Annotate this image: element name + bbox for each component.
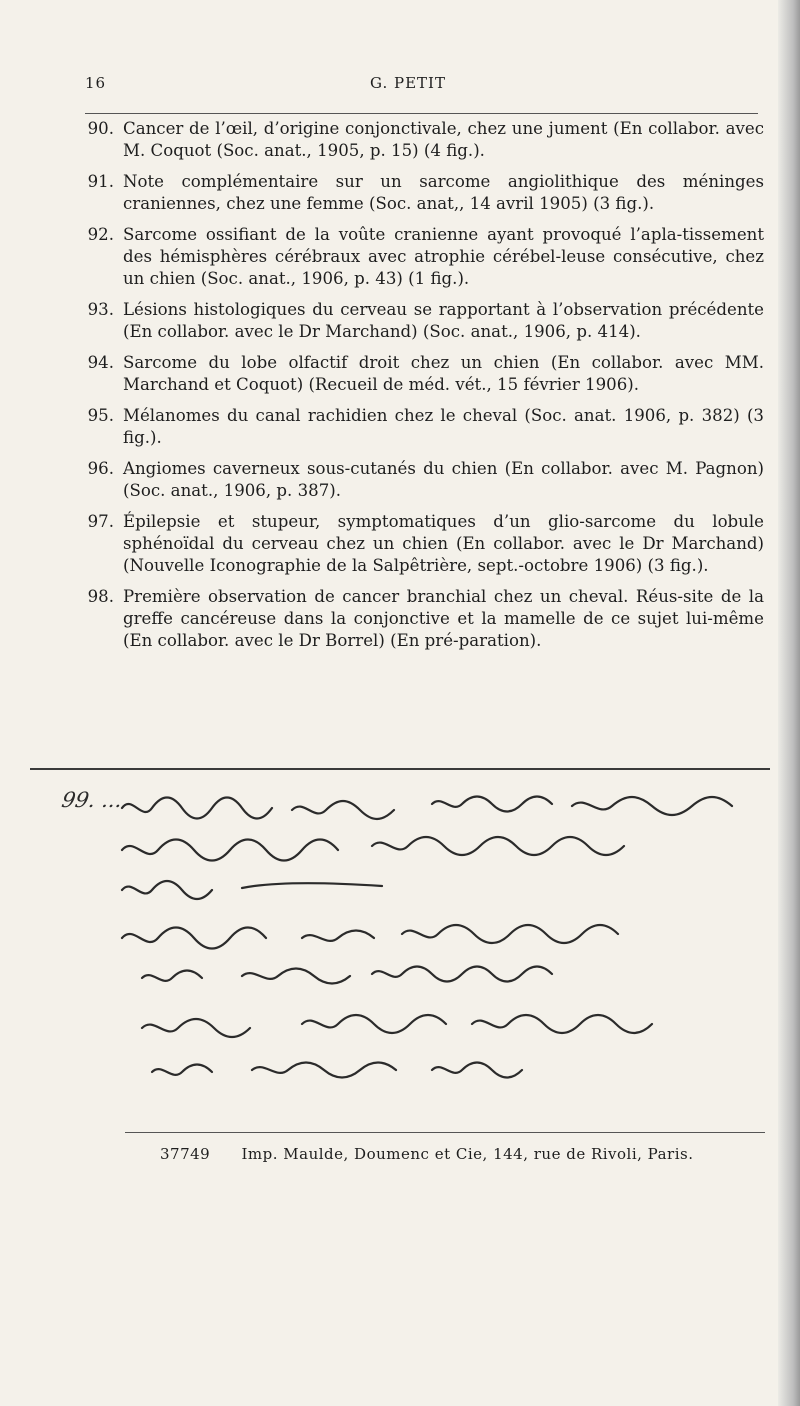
- print-job-code: 37749: [160, 1145, 211, 1163]
- entry-text: Lésions histologiques du cerveau se rapportant à l’observation précédente (En collabor. avec le Dr Marchand) (Soc. anat., 1906, p. 414).: [123, 300, 764, 341]
- publication-entry: [52, 352, 764, 396]
- entry-number: 93.: [87, 300, 114, 319]
- entry-text: Angiomes caverneux sous-cutanés du chien (En collabor. avec M. Pagnon) (Soc. anat., 1906, p. 387).: [123, 459, 764, 500]
- entry-number: 96.: [87, 459, 114, 478]
- header-rule: [85, 113, 758, 114]
- entry-text: Note complémentaire sur un sarcome angiolithique des méninges craniennes, chez une femme (Soc. anat,, 14 avril 1905) (3 fig.).: [123, 172, 764, 213]
- handwritten-entry-number: 99. ...: [59, 788, 125, 812]
- publication-entry: [52, 118, 764, 162]
- running-head-author: G. PETIT: [370, 74, 446, 92]
- publication-entry: [52, 171, 764, 215]
- handwritten-notes: [52, 778, 767, 1118]
- entry-text: Épilepsie et stupeur, symptomatiques d’un glio-sarcome du lobule sphénoïdal du cerveau chez un chien (En collabor. avec le Dr Marchand) (Nouvelle Iconographie de la Salpêtrière, sept.-octobre 1906) (3 fig.).: [123, 512, 764, 575]
- publication-entry: [52, 224, 764, 290]
- printer-line: Imp. Maulde, Doumenc et Cie, 144, rue de Rivoli, Paris.: [241, 1145, 694, 1163]
- publication-entry: [52, 405, 764, 449]
- handwriting-scribble: [52, 778, 767, 1118]
- entry-text: Cancer de l’œil, d’origine conjonctivale, chez une jument (En collabor. avec M. Coquot (Soc. anat., 1905, p. 15) (4 fig.).: [123, 119, 764, 160]
- entry-text: Mélanomes du canal rachidien chez le cheval (Soc. anat. 1906, p. 382) (3 fig.).: [123, 406, 764, 447]
- publication-entry: [52, 458, 764, 502]
- page-number: 16: [85, 74, 107, 92]
- publication-entry: [52, 511, 764, 577]
- publication-entry: [52, 299, 764, 343]
- entry-number: 98.: [87, 587, 114, 606]
- footer-rule: [125, 1132, 765, 1133]
- entry-text: Sarcome ossifiant de la voûte cranienne ayant provoqué l’apla-tissement des hémisphères cérébraux avec atrophie cérébel-leuse consécutive, chez un chien (Soc. anat., 1906, p. 43) (1 fig.).: [123, 225, 764, 288]
- printer-imprint: [160, 1145, 693, 1163]
- entry-number: 97.: [87, 512, 114, 531]
- page-header: [85, 74, 760, 104]
- entry-text: Première observation de cancer branchial chez un cheval. Réus-site de la greffe cancéreuse dans la conjonctive et la mamelle de ce sujet lui-même (En collabor. avec le Dr Borrel) (En pré-paration).: [123, 587, 764, 650]
- page-edge: [778, 0, 800, 1406]
- entry-number: 90.: [87, 119, 114, 138]
- publication-list: [52, 118, 764, 661]
- entry-number: 92.: [87, 225, 114, 244]
- publication-entry: [52, 586, 764, 652]
- entry-text: Sarcome du lobe olfactif droit chez un chien (En collabor. avec MM. Marchand et Coquot) (Recueil de méd. vét., 15 février 1906).: [123, 353, 764, 394]
- entry-number: 91.: [87, 172, 114, 191]
- entry-number: 94.: [87, 353, 114, 372]
- entry-number: 95.: [87, 406, 114, 425]
- handwriting-divider: [30, 768, 770, 770]
